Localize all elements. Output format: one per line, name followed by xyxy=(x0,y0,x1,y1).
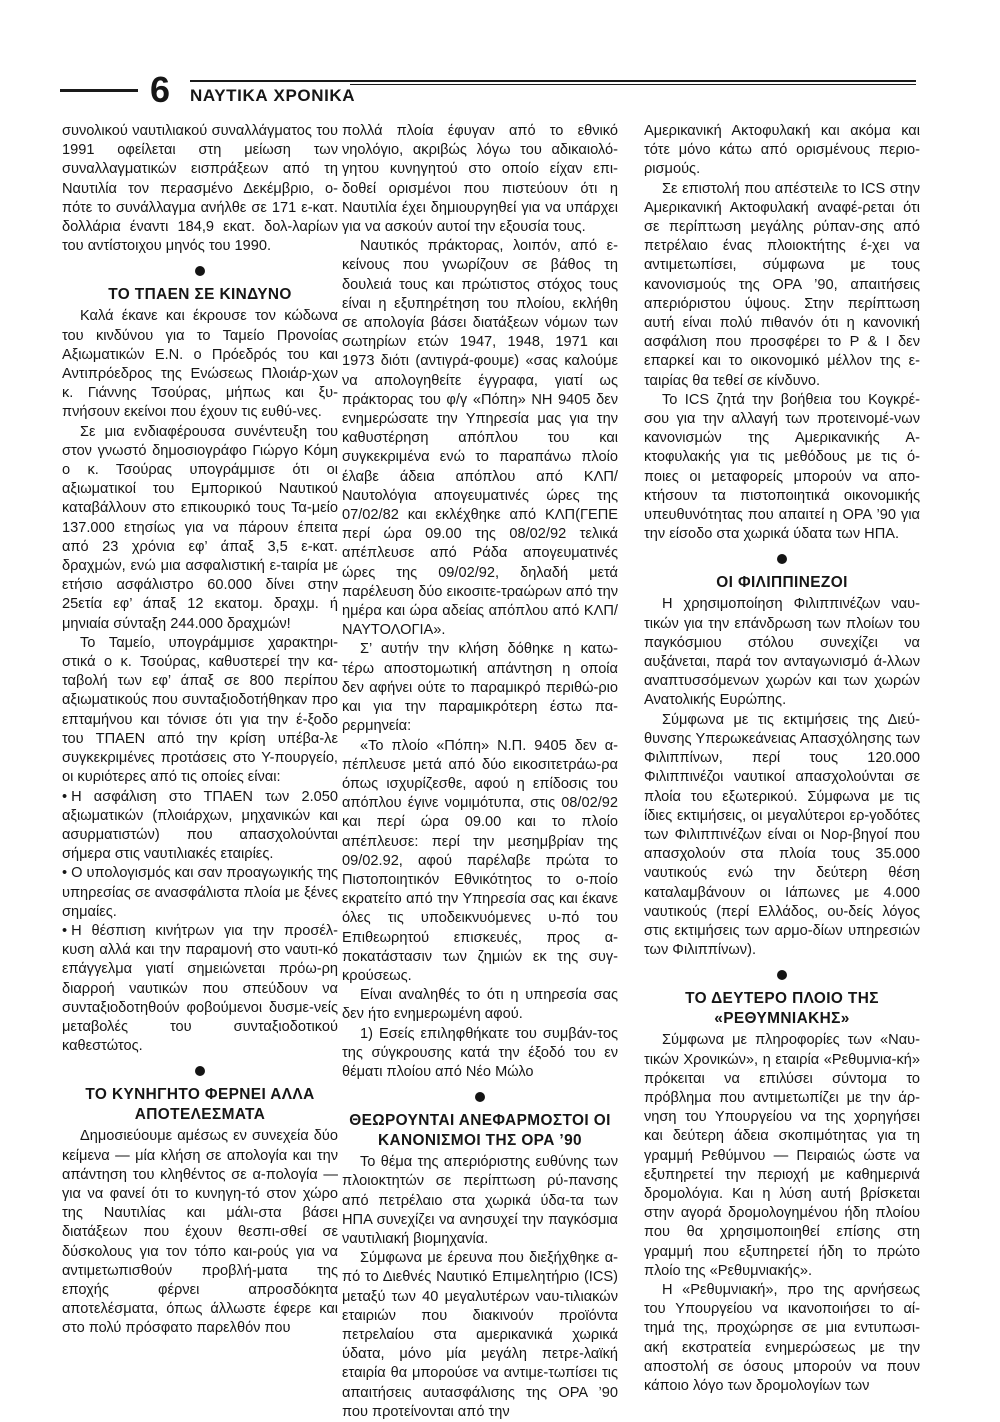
paragraph: Είναι αναληθές το ότι η υπηρεσία σας δεν ήτο ενημερωμένη αφού. xyxy=(342,987,618,1023)
bullet-item xyxy=(62,922,338,1056)
paragraph: «Το πλοίο «Πόπη» Ν.Π. 9405 δεν α-πέπλευσε μετά από δύο εικοσιτετράω-ρα όπως ισχυρίζεσθε, αφού η επίδοσις του απόπλου έγινε νομιμότυπα, στις 08/02/92 και περί ώρα 09.00 και το πλοίο απέπλευσε: περί την μεσημβρίαν της 09/02.92, αφού παρέλαβε πρώτα το Πιστοποιητικόν Εθνικότητος το ο-ποίο εκρατείτο από την Υπηρεσία σας και έκανε όλες τις υποδεικνυόμενες υ-πό του Επιθεωρητού επισκευές, προς α-ποκατάστασιν των ζημιών εκ της συγ-κρούσεως. xyxy=(342,737,618,984)
paragraph: Ναυτικός πράκτορας, λοιπόν, από ε-κείνους που γνωρίζουν σε βάθος τη δουλειά τους και πρώτιστος στόχος τους είναι η εξυπηρέτηση του πλοίου, εκλήθη σε απολογία βάσει διατάξεων νόμων των σωτηρίων ετών 1947, 1948, 1971 και 1973 διότι (αντιγρά-φουμε) «σας καλούμε να απολογηθείτε έγγραφα, γιατί ως πράκτορας του φ/γ «Πόπη» ΝΗ 9405 δεν ενημερώσατε την Υπηρεσία μας για την καθυστέρηση απόπλου του και συγκεκριμένα ενώ το παραπάνω πλοίο έλαβε άδεια απόπλου από ΚΛΠ/Ναυτολόγια απογευματινές ώρες της 07/02/82 και εκλέχθηκε από ΚΛΠ(ΓΕΠΕ περί ώρα 09.00 της 08/02/92 τελικά απέπλευσε από Ράδα απογευματινές ώρες της 09/02/92, δηλαδή μετά παρέλευση δύο εικοσιτε-τραώρων από την ημέρα και ώρα αδείας απόπλου από ΚΛΠ/ΝΑΥΤΟΛΟΓΙΑ». xyxy=(342,238,618,639)
column-3 xyxy=(644,122,920,1396)
paragraph: Η χρησιμοποίηση Φιλιππινέζων ναυ-τικών για την επάνδρωση των πλοίων του παγκόσμιου στόλου συνεχίζει να αυξάνεται, παρά τον ανταγωνισμό ά-λλων αναπτυσσόμενων χωρών και των χωρών Ανατολικής Ευρώπης. xyxy=(644,596,920,709)
paragraph: πολλά πλοία έφυγαν από το εθνικό νηολόγιο, ακριβώς λόγω του αδικαιολό-γητου κυνηγητού στο οποίο είχαν επι-δοθεί ορισμένοι που πιστεύουν ότι η Ναυτιλία έχει δημιουργηθεί για να υπάρχει για να ασκούν αυτοί την εξουσία τους. xyxy=(342,123,618,236)
paragraph: Σύμφωνα με έρευνα που διεξήχθηκε α-πό το Διεθνές Ναυτικό Επιμελητήριο (ICS) μεταξύ των 40 μεγαλυτέρων ναυ-τιλιακών εταιριών που διακινούν προϊόντα πετρελαίου στα αμερικανικά χωρικά ύδατα, μόνο μία μεγάλη πετρε-λαϊκή εταιρία θα μπορούσε να αντιμε-τωπίσει τις απαιτήσεις αυτασφάλισης της ΟΡΑ ’90 που προτείνονται από την xyxy=(342,1250,618,1420)
paragraph: Δημοσιεύουμε αμέσως εν συνεχεία δύο κείμενα — μία κλήση σε απολογία και την απάντηση του κληθέντος σε α-πολογία — για να φανεί ότι το κυνηγη-τό στον χώρο της Ναυτιλίας και μάλι-στα βάσει διατάξεων που έχουν θεσπι-σθεί σε δύσκολους για τον τόπο και-ρούς για να αντιμετωπισθούν προβλή-ματα της εποχής φέρνει απροσδόκητα αποτελέσματα, όπως άλλωστε έφερε και στο πολύ πρόσφατο παρελθόν που xyxy=(62,1128,338,1337)
bullet-text: Ο υπολογισμός και σαν προαγωγικής της υπηρεσίας σε ανασφάλιστα πλοία με ξένες σημαίες. xyxy=(62,865,338,920)
paragraph: Το θέμα της απεριόριστης ευθύνης των πλοιοκτητών σε περίπτωση ρύ-πανσης από πετρέλαιο στα χωρικά ύδα-τα των ΗΠΑ συνεχίζει να ανησυχεί την παγκόσμια ναυτιλιακή βιομηχανία. xyxy=(342,1154,618,1247)
section-heading: ΤΟ ΚΥΝΗΓΗΤΟ ΦΕΡΝΕΙ ΑΛΛΑ ΑΠΟΤΕΛΕΣΜΑΤΑ xyxy=(85,1086,315,1124)
bullet-icon: • xyxy=(62,788,68,805)
header-lead-rule xyxy=(60,89,138,92)
paragraph: Η «Ρεθυμνιακή», προ της αρνήσεως του Υπουργείου να ικανοποιήσει το αί-τημά της, προχώρησε σε μια εντυπωσι-ακή εκστρατεία ενημερώσεως με την αποστολή σε όσους μπορούν να πουν κάποιο λόγο των δρομολογίων των xyxy=(644,1281,920,1394)
publication-title: ΝΑΥΤΙΚΑ ΧΡΟΝΙΚΑ xyxy=(190,86,356,105)
section-divider-dot xyxy=(777,554,787,564)
bullet-icon: • xyxy=(62,922,68,939)
section-heading: ΤΟ ΤΠΑΕΝ ΣΕ ΚΙΝΔΥΝΟ xyxy=(108,286,292,304)
paragraph: Σύμφωνα με τις εκτιμήσεις της Διεύ-θυνσης Υπερωκεάνειας Απασχόλησης των Φιλιππίνων, περί τους 120.000 Φιλιππινέζοι ναυτικοί απασχολούνται σε πλοία του εξωτερικού. Σύμφωνα με τις ίδιες εκτιμήσεις, οι μεγαλύτεροι ερ-γοδότες των Φιλιππινέζων είναι οι Νορ-βηγοί που απασχολούν στα πλοία τους 35.000 ναυτικούς ενώ την δεύτερη θέση καταλαμβάνουν οι Ιάπωνες με 4.000 ναυτικούς (περί Ελλάδος, ου-δείς λόγος στις εκτιμήσεις των αρμο-δίων υπηρεσιών των Φιλιππίνων). xyxy=(644,711,920,959)
paragraph: Αμερικανική Ακτοφυλακή και ακόμα και τότε μόνο κάτω από ορισμένους περιο-ρισμούς. xyxy=(644,123,920,178)
bullet-icon: • xyxy=(62,865,68,882)
paragraph: Το ICS ζητά την βοήθεια του Κογκρέ-σου για την αλλαγή των προτεινομέ-νων κανονισμών της Αμερικανικής Α-κτοφυλακής για τις μεθόδους με τις ό-ποιες οι μεταφορείς μπορούν να απο-κτήσουν τα πιστοποιητικά οικονομικής υπευθυνότητας που απαιτεί η ΟΡΑ ’90 για την είσοδο στα χωρικά ύδατα των ΗΠΑ. xyxy=(644,391,920,543)
bullet-item xyxy=(62,788,338,865)
section-divider-dot xyxy=(195,1066,205,1076)
bullet-text: Η ασφάλιση στο ΤΠΑΕΝ των 2.050 αξιωματικών (πλοιάρχων, μηχανικών και ασυρματιστών) που απασχολούνται σήμερα στις ναυτιλιακές εταιρίες. xyxy=(62,788,338,863)
paragraph: συνολικού ναυτιλιακού συναλλάγματος του 1991 οφείλεται στη μείωση των συναλλαγματικών εισπράξεων από τη Ναυτιλία τον περασμένο Δεκέμβριο, ο-πότε το συνάλλαγμα ανήλθε σε 171 ε-κατ. δολλάρια έναντι 184,9 εκατ. δολ-λαρίων του αντίστοιχου μηνός του 1990. xyxy=(62,123,338,255)
column-1 xyxy=(62,122,338,1339)
header-rule xyxy=(190,80,916,82)
paragraph: Καλά έκανε και έκρουσε τον κώδωνα του κινδύνου για το Ταμείο Προνοίας Αξιωματικών Ε.Ν. ο Πρόεδρός του και Αντιπρόεδρος της Ενώσεως Πλοιάρ-χων κ. Γιάννης Τσούρας, μήπως και ξυ-πνήσουν εκείνοι που έχουν τις ευθύ-νες. xyxy=(62,308,338,421)
paragraph: Το Ταμείο, υπογράμμισε χαρακτηρι-στικά ο κ. Τσούρας, καθυστερεί την κα-ταβολή των εφ’ άπαξ σε 800 περίπου αξιωματικούς που συνταξιοδοτήθηκαν προ επταμήνου και τόνισε ότι για την έ-ξοδο του ΤΠΑΕΝ από την κρίση υπέβα-λε συγκεκριμένες προτάσεις στο Υ-πουργείο, οι κυριότερες από τις οποίες είναι: xyxy=(62,634,338,786)
paragraph: Σ’ αυτήν την κλήση δόθηκε η κατω-τέρω αποστομωτική απάντηση η οποία δεν αφήνει ούτε το παραμικρό περιθώ-ριο και για την παραμικρότερη έστω πα-ρερμηνεία: xyxy=(342,641,618,735)
paragraph: Σε μια ενδιαφέρουσα συνέντευξη του στον γνωστό δημοσιογράφο Γιώργο Κόμη ο κ. Τσούρας υπογράμμισε ότι οι αξιωματικοί του Εμπορικού Ναυτικού καταβάλλουν στο επικουρικό τους Τα-μείο 137.000 ετησίως για να πάρουν έπειτα από 23 χρόνια εφ’ άπαξ 3,5 ε-κατ. δραχμών, ενώ μια ασφαλιστική ε-ταιρία με ετήσιο ασφάλιστρο 60.000 δίνει στην 25ετία εφ’ άπαξ 12 εκατομ. δραχμ. ή μηνιαία σύνταξη 244.000 δραχμών! xyxy=(62,423,338,632)
header-rule-thin xyxy=(350,84,916,85)
page-number: 6 xyxy=(150,69,171,110)
paragraph: 1) Εσείς επιληφθήκατε του συμβάν-τος της σύγκρουσης κατά την έξοδό του εν θέματι πλοίου από Νέο Μώλο xyxy=(342,1025,618,1080)
section-divider-dot xyxy=(195,266,205,276)
section-heading: ΤΟ ΔΕΥΤΕΡΟ ΠΛΟΙΟ ΤΗΣ «ΡΕΘΥΜΝΙΑΚΗΣ» xyxy=(685,990,879,1028)
section-divider-dot xyxy=(475,1092,485,1102)
column-2 xyxy=(342,122,618,1422)
paragraph: Σύμφωνα με πληροφορίες των «Ναυ-τικών Χρονικών», η εταιρία «Ρεθυμνια-κή» πρόκειται να επιλύσει σύντομα το πρόβλημα που αντιμετωπίζει με την άρ-νηση του Υπουργείου να της χορηγήσει και δεύτερη άδεια σκοπιμότητας για τη γραμμή Ρεθύμνου — Πειραιώς ώστε να εξυπηρετεί την περιοχή με καθημερινά δρομολόγια. Και η λύση αυτή βρίσκεται στην αγορά δρομολογημένου ήδη πλοίου που θα χρησιμοποιηθεί επίσης στη γραμμή που εξυπηρετεί ήδη το πρώτο πλοίο της «Ρεθυμνιακής». xyxy=(644,1032,920,1279)
paragraph: Σε επιστολή που απέστειλε το ICS στην Αμερικανική Ακτοφυλακή αναφέ-ρεται ότι σε περίπτωση μεγάλης ρύπαν-σης από πετρέλαιο ένας πλοιοκτήτης έ-χει να αντιμετωπίσει, σύμφωνα με τους κανονισμούς της ΟΡΑ ’90, απαιτήσεις απεριόριστου ύψους. Στην περίπτωση αυτή είναι πολύ πιθανόν ότι η κανονική ασφάλιση που προσφέρει το P & I δεν επαρκεί και το οικονομικό μέλλον της ε-ταιρίας θα τεθεί σε κίνδυνο. xyxy=(644,180,920,389)
section-heading: ΟΙ ΦΙΛΙΠΠΙΝΕΖΟΙ xyxy=(716,574,848,592)
section-divider-dot xyxy=(777,970,787,980)
bullet-item xyxy=(62,864,338,922)
page-header xyxy=(60,69,916,112)
bullet-text: Η θέσπιση κινήτρων για την προσέλ-κυση αλλά και την παραμονή στο ναυτι-κό επάγγελμα γιατί σημειώνεται πρόω-ρη διαρροή ναυτικών που σπεύδουν να συνταξιοδοτηθούν φοβούμενοι δυσμε-νείς μεταβολές του συνταξιοδοτικού καθεστώτος. xyxy=(62,922,338,1055)
section-heading: ΘΕΩΡΟΥΝΤΑΙ ΑΝΕΦΑΡΜΟΣΤΟΙ ΟΙ ΚΑΝΟΝΙΣΜΟΙ ΤΗΣ ΟΡΑ ’90 xyxy=(349,1112,611,1150)
